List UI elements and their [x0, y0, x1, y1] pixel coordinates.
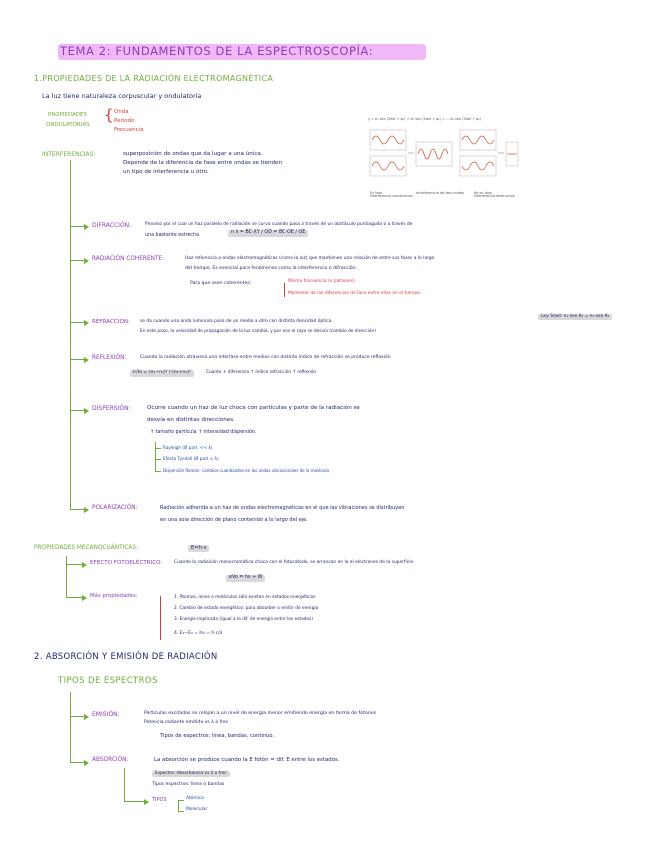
- arrow-icon: [84, 258, 89, 264]
- dispersion-type: Rayleigh (Ø part. << λ): [163, 445, 213, 450]
- interference-figure: [368, 118, 520, 212]
- dispersion-type: Dispersión Raman: cambios cuantizados en las ondas vibracionales de la molécula: [163, 468, 329, 473]
- prop-item: Onda: [114, 109, 129, 115]
- dispersion-label: DISPERSIÓN:: [92, 405, 131, 412]
- arrow-icon: [84, 320, 89, 326]
- dispersion-tick: [155, 448, 161, 449]
- page-title: TEMA 2: FUNDAMENTOS DE LA ESPECTROSCOPÍA:: [60, 44, 374, 58]
- arrow-icon: [84, 357, 89, 363]
- figure-equation: y = A₁ sen (2πνt + φ₁) + A₂ sen (2πνt + φ₂) = ... A₃ sen (2πνt + φ₃): [368, 117, 481, 121]
- polarizacion-text-2: en una sola dirección de plano contenido a lo largo del eje.: [160, 517, 308, 523]
- coherente-text-2: del tiempo. Es esencial para fenómenos como la interferencia o difracción.: [185, 266, 358, 271]
- absorcion-text-1: La absorción se produce cuando la E fotón = dif. E entre los estados.: [154, 757, 340, 763]
- coherente-cond-2: Mantener de las diferencias de fase entre ellas en el tiempo: [288, 291, 420, 296]
- interf-text-1: superposición de ondas que da lugar a una única.: [123, 151, 263, 157]
- branch-line: [124, 801, 146, 802]
- arrow-icon: [84, 714, 89, 720]
- reflexion-equation: Ir/Io = (n₂−n₁)² / (n₂+n₁)²: [130, 370, 194, 377]
- difraccion-text-2: una bastante estrecha: [145, 233, 200, 238]
- refraccion-text-2: En este paso, la velocidad de propagación de la luz cambia, y por eso el rayo se desvía (cambio de dirección): [140, 329, 376, 334]
- fotoelectrico-equation: eVo = hν + W: [226, 575, 265, 582]
- fotoelectrico-text: Cuando la radiación monocromática choca con el fotocátodo, se arrancan en la el electrones de la superficie.: [174, 560, 415, 565]
- difraccion-label: DIFRACCIÓN:: [92, 222, 132, 229]
- brace-icon: {: [104, 106, 114, 124]
- dispersion-branch: [155, 442, 156, 472]
- absorcion-text-3: Tipos espectros: línea o bandas: [152, 782, 225, 787]
- polarizacion-label: POLARIZACIÓN:: [92, 505, 138, 511]
- mas-propiedades-label: Más propiedades:: [90, 593, 138, 599]
- dispersion-text-1: Ocurre cuando un haz de luz choca con partículas y parte de la radiación se: [147, 405, 360, 411]
- tipos-espectros-heading: TIPOS DE ESPECTROS: [58, 676, 158, 686]
- coherente-text-1: Haz referencia a ondas electromagnéticas (como la luz) que mantienen una relación de entre sus fases a lo largo: [185, 256, 435, 261]
- coherente-label: RADIACIÓN COHERENTE:: [92, 256, 165, 262]
- prop-item: Periodo: [114, 118, 135, 124]
- dispersion-tick: [155, 459, 161, 460]
- reflexion-text-1: Cuando la radiación atraviesa una interfase entre medios con distinto índice de refracción se produce reflexión: [140, 355, 391, 360]
- fotoelectrico-label: EFECTO FOTOELÉCTRICO:: [90, 560, 163, 566]
- arrow-icon: [82, 562, 87, 568]
- difraccion-equation: n λ = BC·XY / OD = BC·OE / OE: [228, 230, 308, 237]
- prop-item: Frecuencia: [114, 127, 144, 133]
- emision-text-1: Partículas excitadas se relajan a un nivel de energía menor emitiendo energía en forma de fotones: [144, 711, 377, 716]
- absorcion-text-2: Espectro: Absorbancia vs λ o frec: [152, 771, 230, 777]
- mecanocuanticas-label: PROPIEDADES MECANOCUÁNTICAS:: [34, 545, 138, 551]
- reflexion-label: REFLEXIÓN:: [92, 355, 127, 361]
- figure-caption-2: Interferencia de dos ondas: [416, 191, 465, 195]
- tipos-label: TIPOS: [152, 797, 167, 803]
- absorcion-label: ABSORCIÓN:: [92, 757, 129, 763]
- red-bracket: [284, 283, 285, 297]
- coherente-cond-1: Misma frecuencia (o patrones): [288, 279, 355, 284]
- connector-line: [70, 160, 71, 510]
- dispersion-text-2: desvía en distintas direcciones.: [147, 417, 235, 423]
- prop-label-2: ONDULATORIAS: [46, 122, 90, 128]
- mas-item: 1. Átomos, iones o moléculas sólo existen en estados energéticos: [174, 595, 316, 600]
- tipos-item: Molecular: [186, 807, 208, 812]
- mec-connector: [66, 556, 67, 598]
- refraccion-label: REFRACCIÓN:: [92, 319, 130, 325]
- figure-caption-1: En fase Interferencia constructiva: [370, 191, 413, 199]
- figure-caption-3: No en fase Interferencia destructiva: [474, 191, 515, 199]
- arrow-icon: [84, 507, 89, 513]
- red-bracket: [160, 596, 161, 640]
- mas-item: 4. E₁−E₀ = hν = h·c/λ: [174, 631, 223, 636]
- section-1-heading: 1.PROPIEDADES DE LA RADIACIÓN ELECTROMAGNÉTICA: [34, 74, 274, 83]
- dispersion-tick: [155, 471, 161, 472]
- mas-item: 3. Energía implicada (igual a la dif. de energía entre los estados): [174, 617, 313, 622]
- emision-text-3: Tipos de espectros: línea, bandas, continuo.: [160, 733, 275, 739]
- mas-item: 2. Cambio de estado energético: para absorber o emitir de energía: [174, 606, 319, 611]
- dispersion-text-3: ↑ tamaño partícula ↑ intensidad dispersión.: [150, 430, 257, 435]
- arrow-icon: [82, 595, 87, 601]
- tipos-item: Atómica: [186, 796, 204, 801]
- tipos-connector: [124, 768, 125, 802]
- arrow-icon: [144, 799, 149, 805]
- mecanocuanticas-equation: E=h·ν: [188, 545, 209, 552]
- interf-text-3: un tipo de interferencia u otro.: [123, 169, 209, 175]
- interferencias-label: INTERFERENCIAS:: [42, 151, 96, 158]
- interf-text-2: Depende de la diferencia de fase entre ondas se tienden: [123, 160, 283, 166]
- arrow-icon: [84, 408, 89, 414]
- section-2-heading: 2. ABSORCIÓN Y EMISIÓN DE RADIACIÓN: [34, 652, 218, 662]
- emision-text-2: Potencia radiante emitida vs λ ó frec: [144, 720, 229, 725]
- arrow-icon: [84, 224, 89, 230]
- arrow-icon: [84, 760, 89, 766]
- s2-connector: [70, 692, 71, 762]
- tipos-tick: [178, 800, 184, 801]
- polarizacion-text-1: Radiación adherida a un haz de ondas electromagnéticas en el que las vibraciones se distribuyen: [160, 505, 405, 511]
- prop-label-1: PROPIEDADES: [48, 112, 87, 118]
- coherente-text-3: Para que sean coherentes:: [190, 281, 252, 286]
- reflexion-text-2: Cuanto + diferencia ↑ índice refracción ↑ reflexión: [206, 370, 317, 375]
- dispersion-type: Efecto Tyndall (Ø part ≈ λ): [163, 456, 219, 461]
- emision-label: EMISIÓN:: [92, 711, 120, 718]
- intro-text: La luz tiene naturaleza corpuscular y ondulatoria: [42, 92, 202, 100]
- tipos-tick: [178, 811, 184, 812]
- difraccion-text-1: Proceso por el cual un haz paralelo de radiación se curva cuando pasa a través de un obstáculo puntiagudo o a través de: [145, 222, 413, 227]
- snell-note: Ley Snell: n₁·sen θ₁ = n₂·sen θ₂: [538, 314, 612, 320]
- refraccion-text-1: se da cuando una onda luminosa pasa de un medio a otro con distinta densidad óptica.: [140, 319, 333, 324]
